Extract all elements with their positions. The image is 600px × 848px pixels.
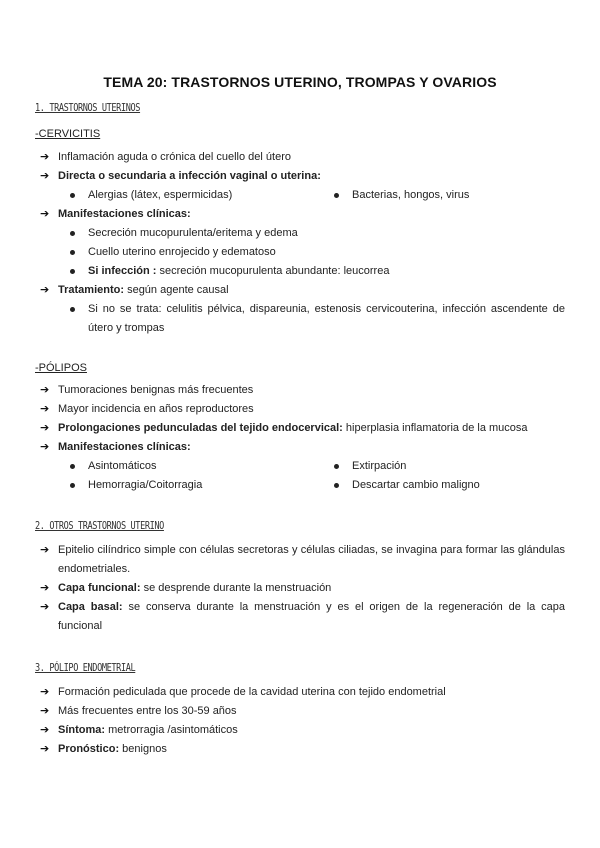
arrow-icon: ➔ — [40, 208, 50, 220]
arrow-icon: ➔ — [40, 724, 50, 736]
arrow-icon: ➔ — [40, 151, 50, 163]
arrow-icon: ➔ — [40, 705, 50, 717]
bullet-icon — [70, 193, 75, 198]
arrow-icon: ➔ — [40, 384, 50, 396]
arrow-icon: ➔ — [40, 403, 50, 415]
bullet-icon — [334, 193, 339, 198]
subheading-polipos: -PÓLIPOS — [35, 362, 87, 374]
list-item: ➔ Capa funcional: se desprende durante la menstruación — [40, 579, 565, 598]
bullet-icon — [334, 464, 339, 469]
section-heading-polipo-endometrial: 3. PÓLIPO ENDOMETRIAL — [35, 661, 136, 674]
list-item: ➔ Síntoma: metrorragia /asintomáticos — [40, 721, 565, 740]
bullet-icon — [70, 269, 75, 274]
bullet-item: Si no se trata: celulitis pélvica, dispareunia, estenosis cervicouterina, infección ascendente de útero y trompas — [70, 300, 565, 338]
bullet-item: Descartar cambio maligno — [334, 476, 480, 495]
list-item: ➔ Más frecuentes entre los 30-59 años — [40, 702, 565, 721]
list-item: ➔ Tumoraciones benignas más frecuentes — [40, 381, 565, 400]
arrow-icon: ➔ — [40, 601, 50, 613]
arrow-icon: ➔ — [40, 686, 50, 698]
arrow-icon: ➔ — [40, 743, 50, 755]
bullet-icon — [70, 250, 75, 255]
list-item: ➔ Mayor incidencia en años reproductores — [40, 400, 565, 419]
subheading-cervicitis: -CERVICITIS — [35, 128, 101, 140]
list-item: ➔ Manifestaciones clínicas: — [40, 438, 565, 457]
bullet-item: Secreción mucopurulenta/eritema y edema — [70, 224, 298, 243]
bullet-item: Bacterias, hongos, virus — [334, 186, 469, 205]
list-item: ➔ Capa basal: se conserva durante la menstruación y es el origen de la regeneración de la capa funcional — [40, 598, 565, 636]
bullet-icon — [70, 307, 75, 312]
arrow-icon: ➔ — [40, 582, 50, 594]
page-title: TEMA 20: TRASTORNOS UTERINO, TROMPAS Y OVARIOS — [103, 74, 497, 90]
arrow-icon: ➔ — [40, 284, 50, 296]
arrow-icon: ➔ — [40, 170, 50, 182]
bullet-item: Alergias (látex, espermicidas) — [70, 186, 232, 205]
section-heading-otros-trastornos: 2. OTROS TRASTORNOS UTERINO — [35, 519, 164, 532]
bullet-icon — [70, 231, 75, 236]
bullet-item: Cuello uterino enrojecido y edematoso — [70, 243, 276, 262]
bullet-item: Asintomáticos — [70, 457, 156, 476]
bullet-item: Extirpación — [334, 457, 406, 476]
bullet-icon — [334, 483, 339, 488]
list-item: ➔ Tratamiento: según agente causal — [40, 281, 565, 300]
list-item: ➔ Inflamación aguda o crónica del cuello del útero — [40, 148, 565, 167]
arrow-icon: ➔ — [40, 422, 50, 434]
section-heading-trastornos-uterinos: 1. TRASTORNOS UTERINOS — [35, 101, 141, 114]
bullet-item: Hemorragia/Coitorragia — [70, 476, 202, 495]
bullet-icon — [70, 464, 75, 469]
list-item: ➔ Prolongaciones pedunculadas del tejido endocervical: hiperplasia inflamatoria de la mucosa — [40, 419, 565, 438]
list-item: ➔ Epitelio cilíndrico simple con células secretoras y células ciliadas, se invagina para formar las glándulas endometriales. — [40, 541, 565, 579]
list-item: ➔ Formación pediculada que procede de la cavidad uterina con tejido endometrial — [40, 683, 565, 702]
list-item: ➔ Manifestaciones clínicas: — [40, 205, 565, 224]
list-item: ➔ Pronóstico: benignos — [40, 740, 565, 759]
arrow-icon: ➔ — [40, 544, 50, 556]
list-item: ➔ Directa o secundaria a infección vaginal o uterina: — [40, 167, 565, 186]
arrow-icon: ➔ — [40, 441, 50, 453]
bullet-item: Si infección : secreción mucopurulenta abundante: leucorrea — [70, 262, 389, 281]
bullet-icon — [70, 483, 75, 488]
